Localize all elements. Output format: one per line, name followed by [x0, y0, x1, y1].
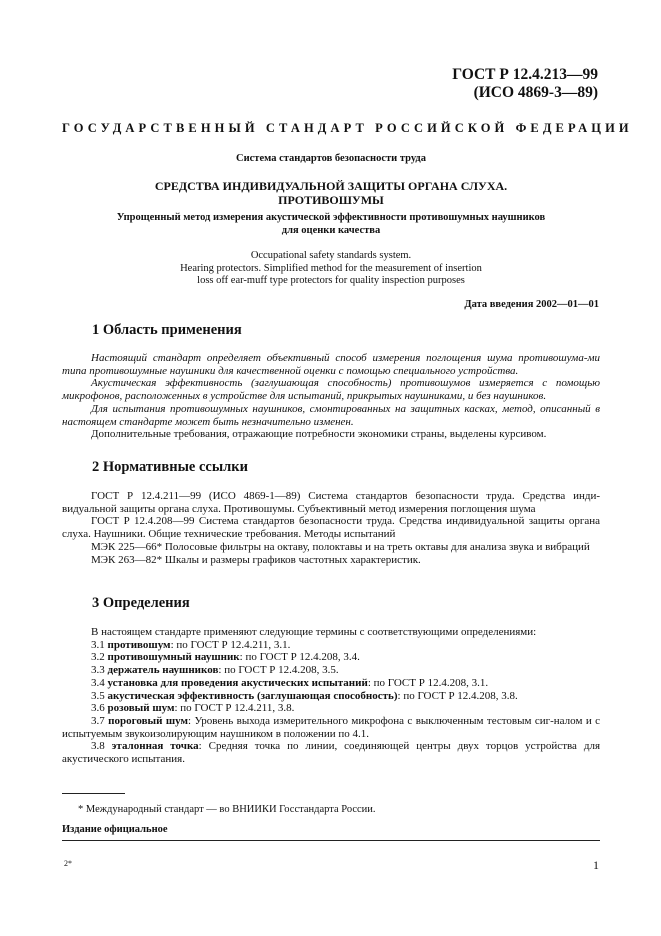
document-number-block	[452, 66, 598, 102]
section1-body	[62, 352, 600, 441]
main-title-line2: ПРОТИВОШУМЫ	[278, 193, 384, 207]
definition-term: держатель наушников	[107, 664, 219, 677]
definition-item: 3.8 эталонная точка: Средняя точка по линии, соединяющей центры двух торцов устройства для акустического испытания.	[62, 740, 600, 766]
section1-heading: 1 Область применения	[92, 322, 242, 338]
definition-term: противошумный наушник	[107, 651, 240, 664]
definition-item: 3.5 акустическая эффективность (заглушающая способность): по ГОСТ Р 12.4.208, 3.8.	[91, 689, 518, 702]
sub-title	[62, 211, 600, 237]
introduction-date: Дата введения 2002—01—01	[464, 299, 599, 310]
definition-item: 3.6 розовый шум: по ГОСТ Р 12.4.211, 3.8.	[91, 702, 295, 715]
footnote: * Международный стандарт — во ВНИИКИ Госстандарта России.	[78, 804, 376, 815]
definition-item: 3.3 держатель наушников: по ГОСТ Р 12.4.208, 3.5.	[91, 664, 339, 677]
doc-number: ГОСТ Р 12.4.213—99	[452, 66, 598, 83]
definition-item: 3.7 пороговый шум: Уровень выхода измерительного микрофона с выключенным тестовым сиг-налом и с испытуемым звукоизолирующим наушником в положении по 4.1.	[62, 714, 600, 740]
page-number: 1	[593, 858, 599, 872]
definition-term: розовый шум	[107, 702, 175, 715]
reference-item: ГОСТ Р 12.4.208—99 Система стандартов безопасности труда. Средства индивидуальной защиты органа слуха. Наушники. Общие технические требования. Методы испытаний	[62, 515, 600, 541]
edition-rule	[62, 840, 600, 841]
main-title-line1: СРЕДСТВА ИНДИВИДУАЛЬНОЙ ЗАЩИТЫ ОРГАНА СЛУХА.	[154, 179, 508, 193]
english-title-line3: loss off ear-muff type protectors for quality inspection purposes	[197, 275, 465, 286]
english-title-line1: Occupational safety standards system.	[250, 250, 412, 261]
english-title-line2: Hearing protectors. Simplified method for the measurement of insertion	[180, 262, 482, 274]
definition-term: установка для проведения акустических испытаний	[107, 676, 368, 689]
definition-item: 3.1 противошум: по ГОСТ Р 12.4.211, 3.1.	[91, 638, 291, 651]
system-title: Система стандартов безопасности труда	[236, 153, 426, 164]
section2-body	[62, 490, 600, 566]
section2-heading: 2 Нормативные ссылки	[92, 459, 248, 475]
section3-body	[62, 626, 600, 766]
reference-item: ГОСТ Р 12.4.211—99 (ИСО 4869-1—89) Система стандартов безопасности труда. Средства инди-видуальной защиты органа слуха. Противошумы. Субъективный метод измерения поглощения шума	[62, 490, 600, 515]
section1-paragraph: Акустическая эффективность (заглушающая способность) противошумов измеряется с помощью микрофонов, расположенных в устройстве для испытаний, прикрытых наушниками, и без наушников.	[62, 377, 600, 403]
sheet-mark: 2*	[64, 859, 72, 868]
sub-title-line2: для оценки качества	[281, 225, 381, 236]
section1-paragraph: Для испытания противошумных наушников, смонтированных на защитных касках, метод, описанный в настоящем стандарте может быть незначительно изменен.	[62, 402, 600, 428]
iso-number: (ИСО 4869-3—89)	[473, 84, 598, 101]
definition-term: пороговый шум	[108, 714, 188, 727]
section3-heading: 3 Определения	[92, 595, 190, 611]
definitions-intro: В настоящем стандарте применяют следующие термины с соответствующими определениями:	[91, 626, 537, 638]
definition-term: акустическая эффективность (заглушающая способность)	[107, 689, 398, 702]
edition-label: Издание официальное	[62, 824, 168, 835]
reference-item: МЭК 225—66* Полосовые фильтры на октаву, полоктавы и на треть октавы для анализа звука и вибраций	[91, 540, 590, 553]
definition-item: 3.4 установка для проведения акустических испытаний: по ГОСТ Р 12.4.208, 3.1.	[91, 676, 489, 689]
state-standard-heading: ГОСУДАРСТВЕННЫЙ СТАНДАРТ РОССИЙСКОЙ ФЕДЕРАЦИИ	[62, 121, 633, 135]
main-title	[62, 179, 600, 207]
sub-title-line1: Упрощенный метод измерения акустической эффективности противошумных наушников	[116, 212, 546, 223]
section1-paragraph: Настоящий стандарт определяет объективный способ измерения поглощения шума противошума-ми типа противошумные наушники для качественной оценки с помощью специального устройства.	[62, 352, 600, 377]
english-title	[62, 250, 600, 288]
reference-item: МЭК 263—82* Шкалы и размеры графиков частотных характеристик.	[91, 553, 421, 566]
definition-item: 3.2 противошумный наушник: по ГОСТ Р 12.4.208, 3.4.	[91, 651, 360, 664]
definition-term: противошум	[107, 638, 171, 651]
footnote-divider	[62, 793, 125, 794]
definition-term: эталонная точка	[111, 740, 199, 753]
section1-paragraph: Дополнительные требования, отражающие потребности экономики страны, выделены курсивом.	[91, 428, 547, 441]
